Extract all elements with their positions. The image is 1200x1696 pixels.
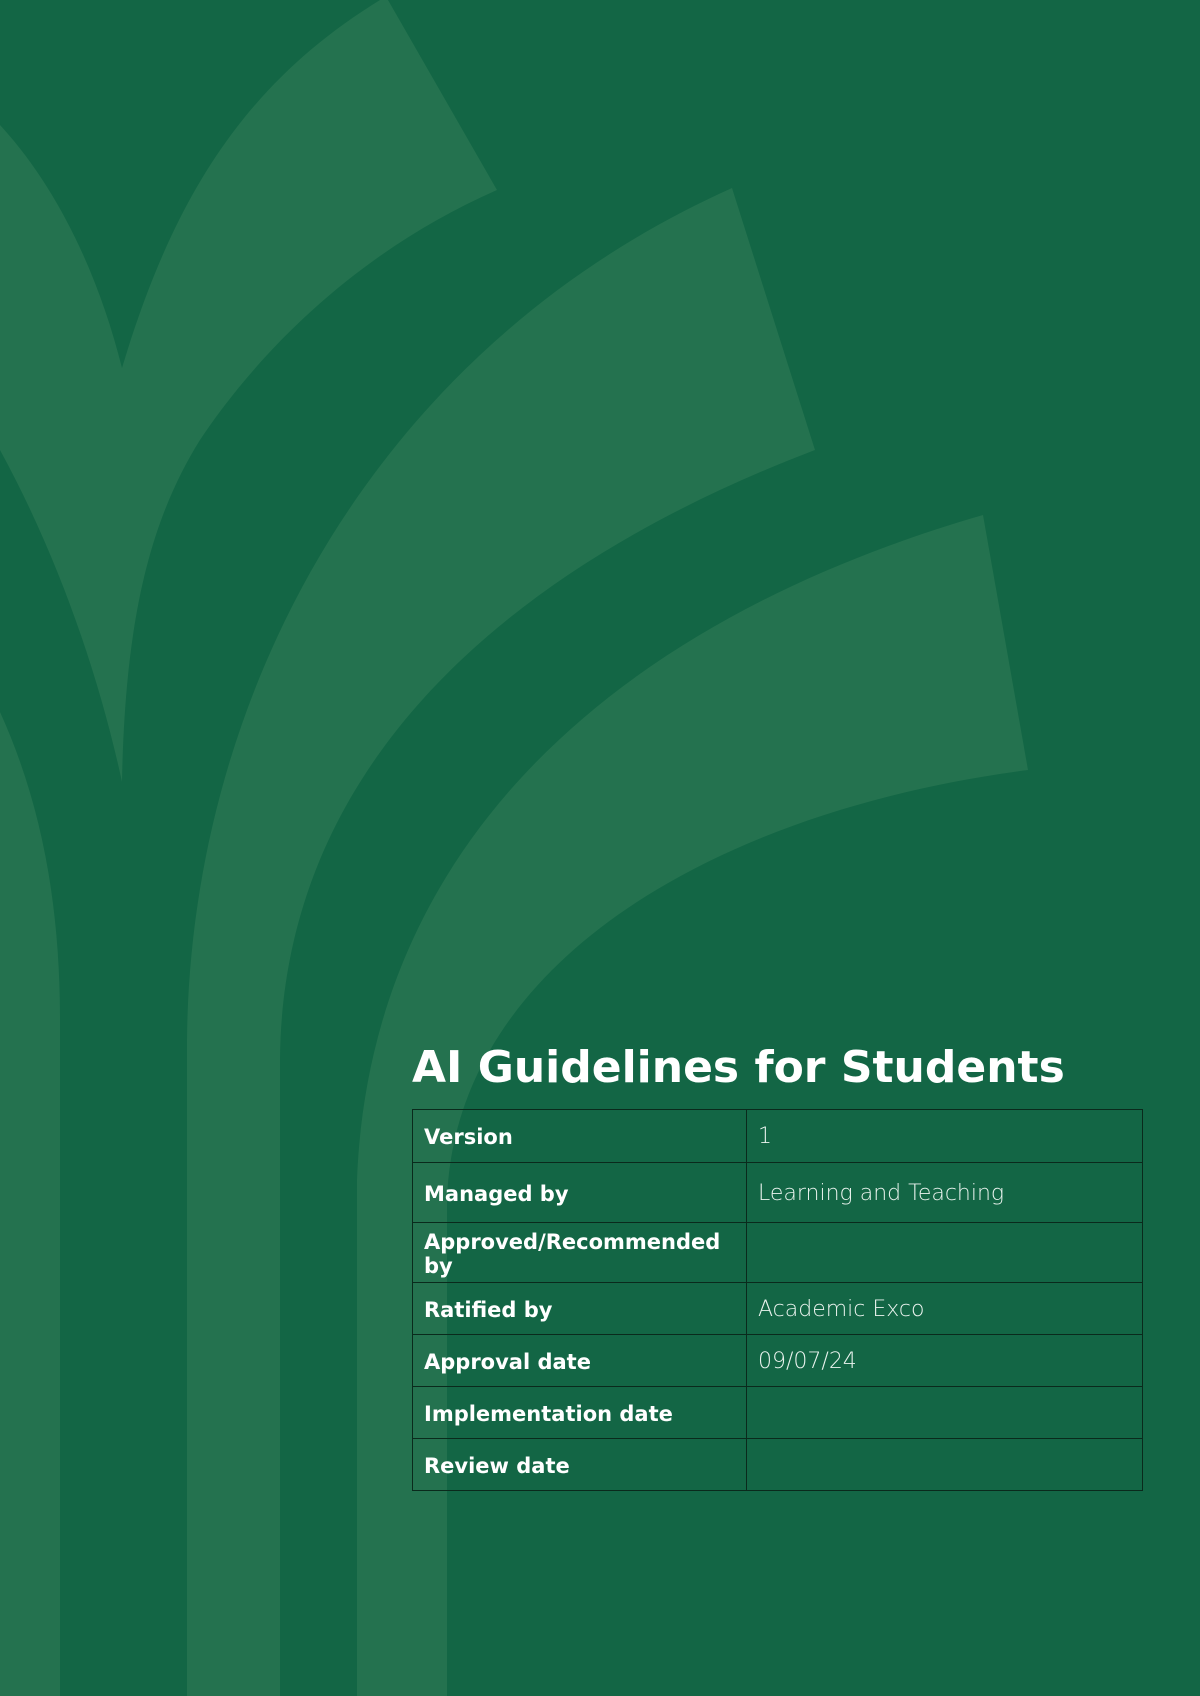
row-value-version: 1 [747, 1110, 1143, 1163]
row-label-version: Version [413, 1110, 747, 1163]
table-row [413, 1439, 1143, 1491]
row-label-managed-by: Managed by [413, 1163, 747, 1223]
row-value-managed-by: Learning and Teaching [747, 1163, 1143, 1223]
table-row [413, 1387, 1143, 1439]
row-value-review-date [747, 1439, 1143, 1491]
row-value-ratified-by: Academic Exco [747, 1283, 1143, 1335]
document-details-table [412, 1109, 1143, 1491]
row-label-implementation-date: Implementation date [413, 1387, 747, 1439]
row-value-approval-date: 09/07/24 [747, 1335, 1143, 1387]
stem-shape-left [0, 712, 60, 1696]
row-label-ratified-by: Ratified by [413, 1283, 747, 1335]
row-label-approval-date: Approval date [413, 1335, 747, 1387]
table-row [413, 1223, 1143, 1283]
row-label-review-date: Review date [413, 1439, 747, 1491]
row-value-approved-by [747, 1223, 1143, 1283]
row-label-approved-by: Approved/Recommended by [413, 1223, 747, 1283]
table-row [413, 1283, 1143, 1335]
arc-shape-inner [357, 515, 1028, 1696]
table-row [413, 1110, 1143, 1163]
table-row [413, 1335, 1143, 1387]
row-value-implementation-date [747, 1387, 1143, 1439]
document-title: AI Guidelines for Students [412, 1042, 1065, 1093]
table-row [413, 1163, 1143, 1223]
